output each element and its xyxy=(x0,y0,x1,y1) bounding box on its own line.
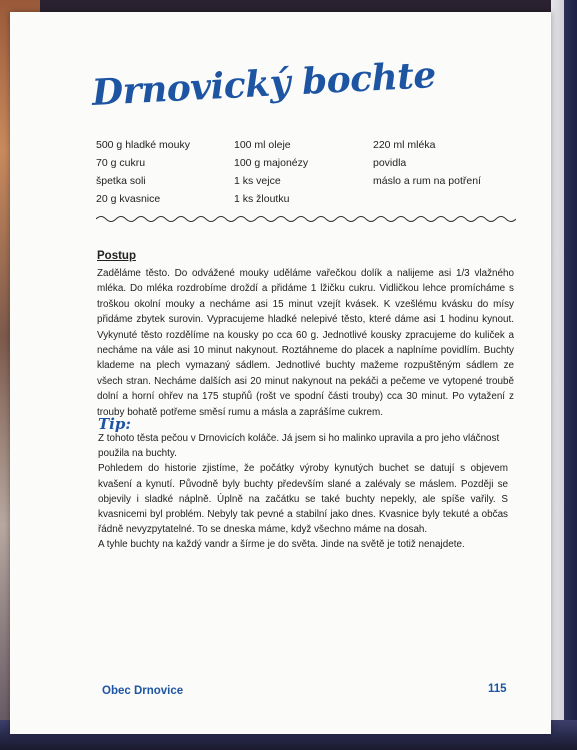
recipe-title: Drnovický bochte xyxy=(90,54,437,114)
page-number: 115 xyxy=(488,683,507,695)
ingredient-item: 1 ks žloutku xyxy=(234,193,290,205)
postup-heading: Postup xyxy=(97,250,136,262)
footer-source: Obec Drnovice xyxy=(102,685,184,697)
ingredient-item: 100 g majonézy xyxy=(234,157,309,169)
tip-paragraph: A tyhle buchty na každý vandr a šírme je do světa. Jinde na světě je totiž nenajdete. xyxy=(98,539,465,551)
ingredient-item: 1 ks vejce xyxy=(234,175,281,187)
tip-paragraph: Z tohoto těsta pečou v Drnovicích koláče. Já jsem si ho malinko upravila a pro jeho vláčnost použila na buchty. xyxy=(98,433,500,460)
ingredient-item: 500 g hladké mouky xyxy=(96,139,190,151)
ingredient-item: 220 ml mléka xyxy=(373,139,436,151)
book-cover-edge xyxy=(551,0,577,750)
tip-paragraph: Pohledem do historie zjistíme, že počátky výroby kynutých buchet se datují s objevem kvašení a kynutí. Původně byly buchty především slané a zalévaly se máslem. Později se objevily i sladké náplně. Úplně na začátku se také buchty nepekly, ale spíše vařily. S kvasnicemi byl problém. Nebyly tak pevné a stabilní jako dnes. Kvasnice byly tekuté a občas řádně nevyzpytatelné. To se dneska máme, když všechno máme na dosah. xyxy=(98,463,508,536)
ingredients-column-2 xyxy=(234,136,308,208)
ingredient-item: máslo a rum na potření xyxy=(373,175,481,187)
book-page xyxy=(10,12,551,734)
ingredient-item: 70 g cukru xyxy=(96,157,146,169)
ingredients-column-3 xyxy=(373,136,481,190)
tip-text xyxy=(98,431,508,553)
ingredient-item: špetka soli xyxy=(96,175,146,187)
ingredient-item: 20 g kvasnice xyxy=(96,193,161,205)
ingredients-column-1 xyxy=(96,136,190,208)
ingredient-item: povidla xyxy=(373,157,407,169)
postup-text: Zaděláme těsto. Do odvážené mouky uděláme vařečkou dolík a nalijeme asi 1/3 vlažného mléka. Do mléka rozdrobíme droždí a přidáme 1 lžičku cukru. Vidličkou lehce promícháme s troškou okolní mouky a necháme asi 15 minut vzejít kvásek. K vzešlému kvásku do mísy přidáme zbytek surovin. Vypracujeme hladké nelepivé těsto, které dáme asi 1 hodinu kynout. Vykynuté těsto rozdělíme na kousky po cca 60 g. Jednotlivé kousky zpracujeme do kuliček a necháme na vále asi 10 minut nakynout. Roztáhneme do placek a naplníme povidlím. Buchty klademe na plech vymazaný sádlem. Jednotlivé buchty mažeme rozpuštěným sádlem ze všech stran. Necháme dalších asi 20 minut nakynout na pekáči a pečeme ve vytopené troubě dolní a horní ohřev na 175 stupňů (rošt ve spodní části trouby) cca 30 minut. Po vytažení z trouby bohatě potřeme směsí rumu a másla a zaprášíme cukrem. xyxy=(97,268,514,418)
wavy-divider xyxy=(96,212,516,226)
ingredient-item: 100 ml oleje xyxy=(234,139,291,151)
tip-heading: Tip: xyxy=(98,415,131,433)
